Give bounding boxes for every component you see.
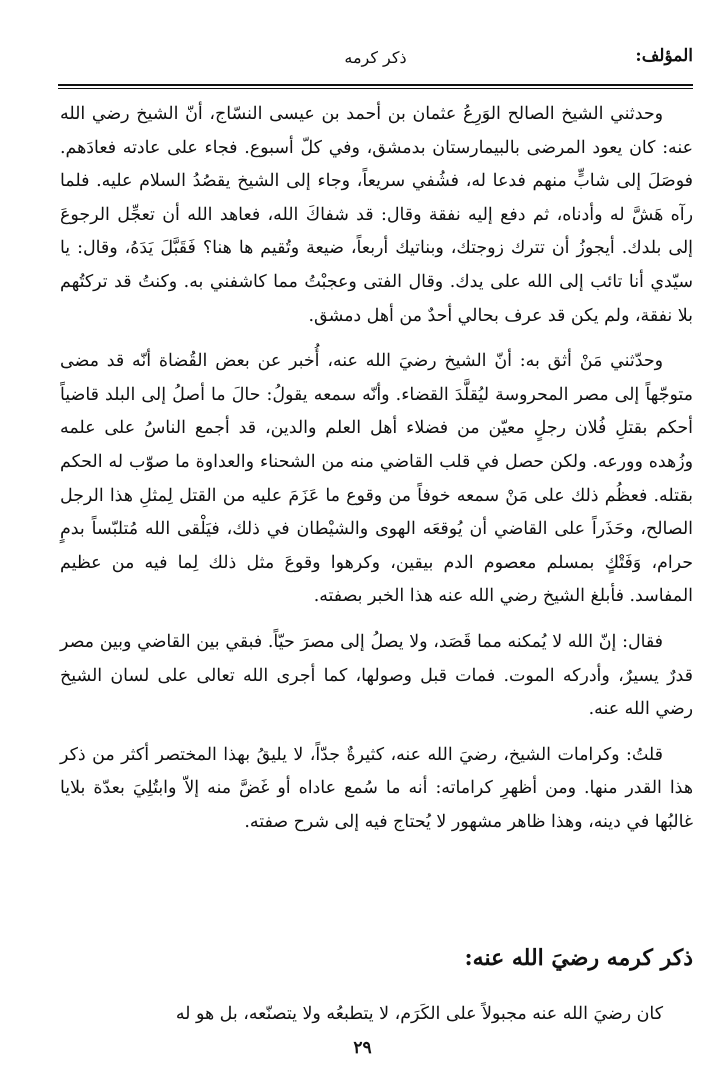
running-header	[58, 38, 693, 78]
header-rule-thick	[58, 84, 693, 86]
paragraph: فقال: إنّ الله لا يُمكنه مما قَصَد، ولا يصلُ إلى مصرَ حيّاً. فبقي بين القاضي وبين مصر قدرٌ يسيرٌ، وأدركه الموت. فمات قبل وصولها، كما أجرى الله تعالى على لسان الشيخ رضي الله عنه.	[60, 631, 693, 720]
header-author-label: المؤلف:	[635, 46, 693, 66]
page-number: ٢٩	[353, 1038, 372, 1058]
paragraph: وحدثني الشيخ الصالح الوَرِعُ عثمان بن أحمد بن عيسى النسّاج، أنّ الشيخ رضي الله عنه: كان يعود المرضى بالبيمارستان بدمشق، وفي كلّ أسبوع. فجاء على عادته فعادَهم. فوصَلَ إلى شابٍّ منهم فدعا له، فشُفي سريعاً، وجاء إلى الشيخ يقصُدُ السلام عليه. فلما رآه هَشَّ له وأدناه، ثم دفع إليه نفقة وقال: قد شفاكَ الله، فعاهد الله أن تعجِّل الرجوعَ إلى بلدك. أيجوزُ أن تترك زوجتك، وبناتيك أربعاً، ضيعة وتُقيم ها هنا؟ فَقَبَّلَ يَدَهُ، وقال: يا سيّدي أنا تائب إلى الله على يدك. وقال الفتى وعجبْتُ مما كاشفني به. وكنتُ قد تركتُهم بلا نفقة، ولم يكن قد عرف بحالي أحدٌ من أهل دمشق.	[60, 104, 693, 326]
paragraph: وحدّثني مَنْ أثق به: أنّ الشيخ رضيَ الله عنه، أُخبر عن بعض القُضاة أنّه قد مضى متوجّهاً إلى مصر المحروسة ليُقلَّدَ القضاء. وأنّه سمعه يقولُ: حالَ ما أصلُ إلى البلد قاضياً أحكم بقتلِ فُلان رجلٍ معيّن من فضلاء أهل العلم والدين، قد أجمع الناسُ على علمه وزُهده وورعه. ولكن حصل في قلب القاضي منه من الشحناء والعداوة ما صوّب له الحكم بقتله. فعظُم ذلك على مَنْ سمعه خوفاً من وقوع ما عَزَمَ عليه من القتل لِمثلِ هذا الرجل الصالح، وحَذَراً على القاضي أن يُوقعَه الهوى والشيْطان في ذلك، فيَلْقى الله مُتلبّساً بدمٍ حرام، وَفَتْكٍ بمسلم معصوم الدم بيقين، وكرهوا وقوعَ مثل ذلك لِما فيه من عظيم المفاسد. فأبلغ الشيخ رضي الله عنه هذا الخبر بصفته.	[60, 351, 693, 607]
header-section-title: ذكر كرمه	[344, 48, 407, 67]
paragraph: قلتُ: وكرامات الشيخ، رضيَ الله عنه، كثيرةٌ جدّاً، لا يليقُ بهذا المختصر أكثر من ذكر هذا القدر منها. ومن أظهرِ كراماته: أنه ما سُمع عاداه أو غَضَّ منه إلاّ وابتُلِيَ بعدّة بلايا غالبُها في دينه، وهذا ظاهر مشهور لا يُحتاج فيه إلى شرح صفته.	[60, 744, 693, 832]
header-rule-thin	[58, 88, 693, 89]
section-heading: ذكر كرمه رضيَ الله عنه:	[464, 945, 693, 971]
body-text	[60, 98, 693, 851]
paragraph-continued: كان رضيَ الله عنه مجبولاً على الكَرَم، لا يتطبعُه ولا يتصنّعه، بل هو له	[175, 1004, 663, 1024]
